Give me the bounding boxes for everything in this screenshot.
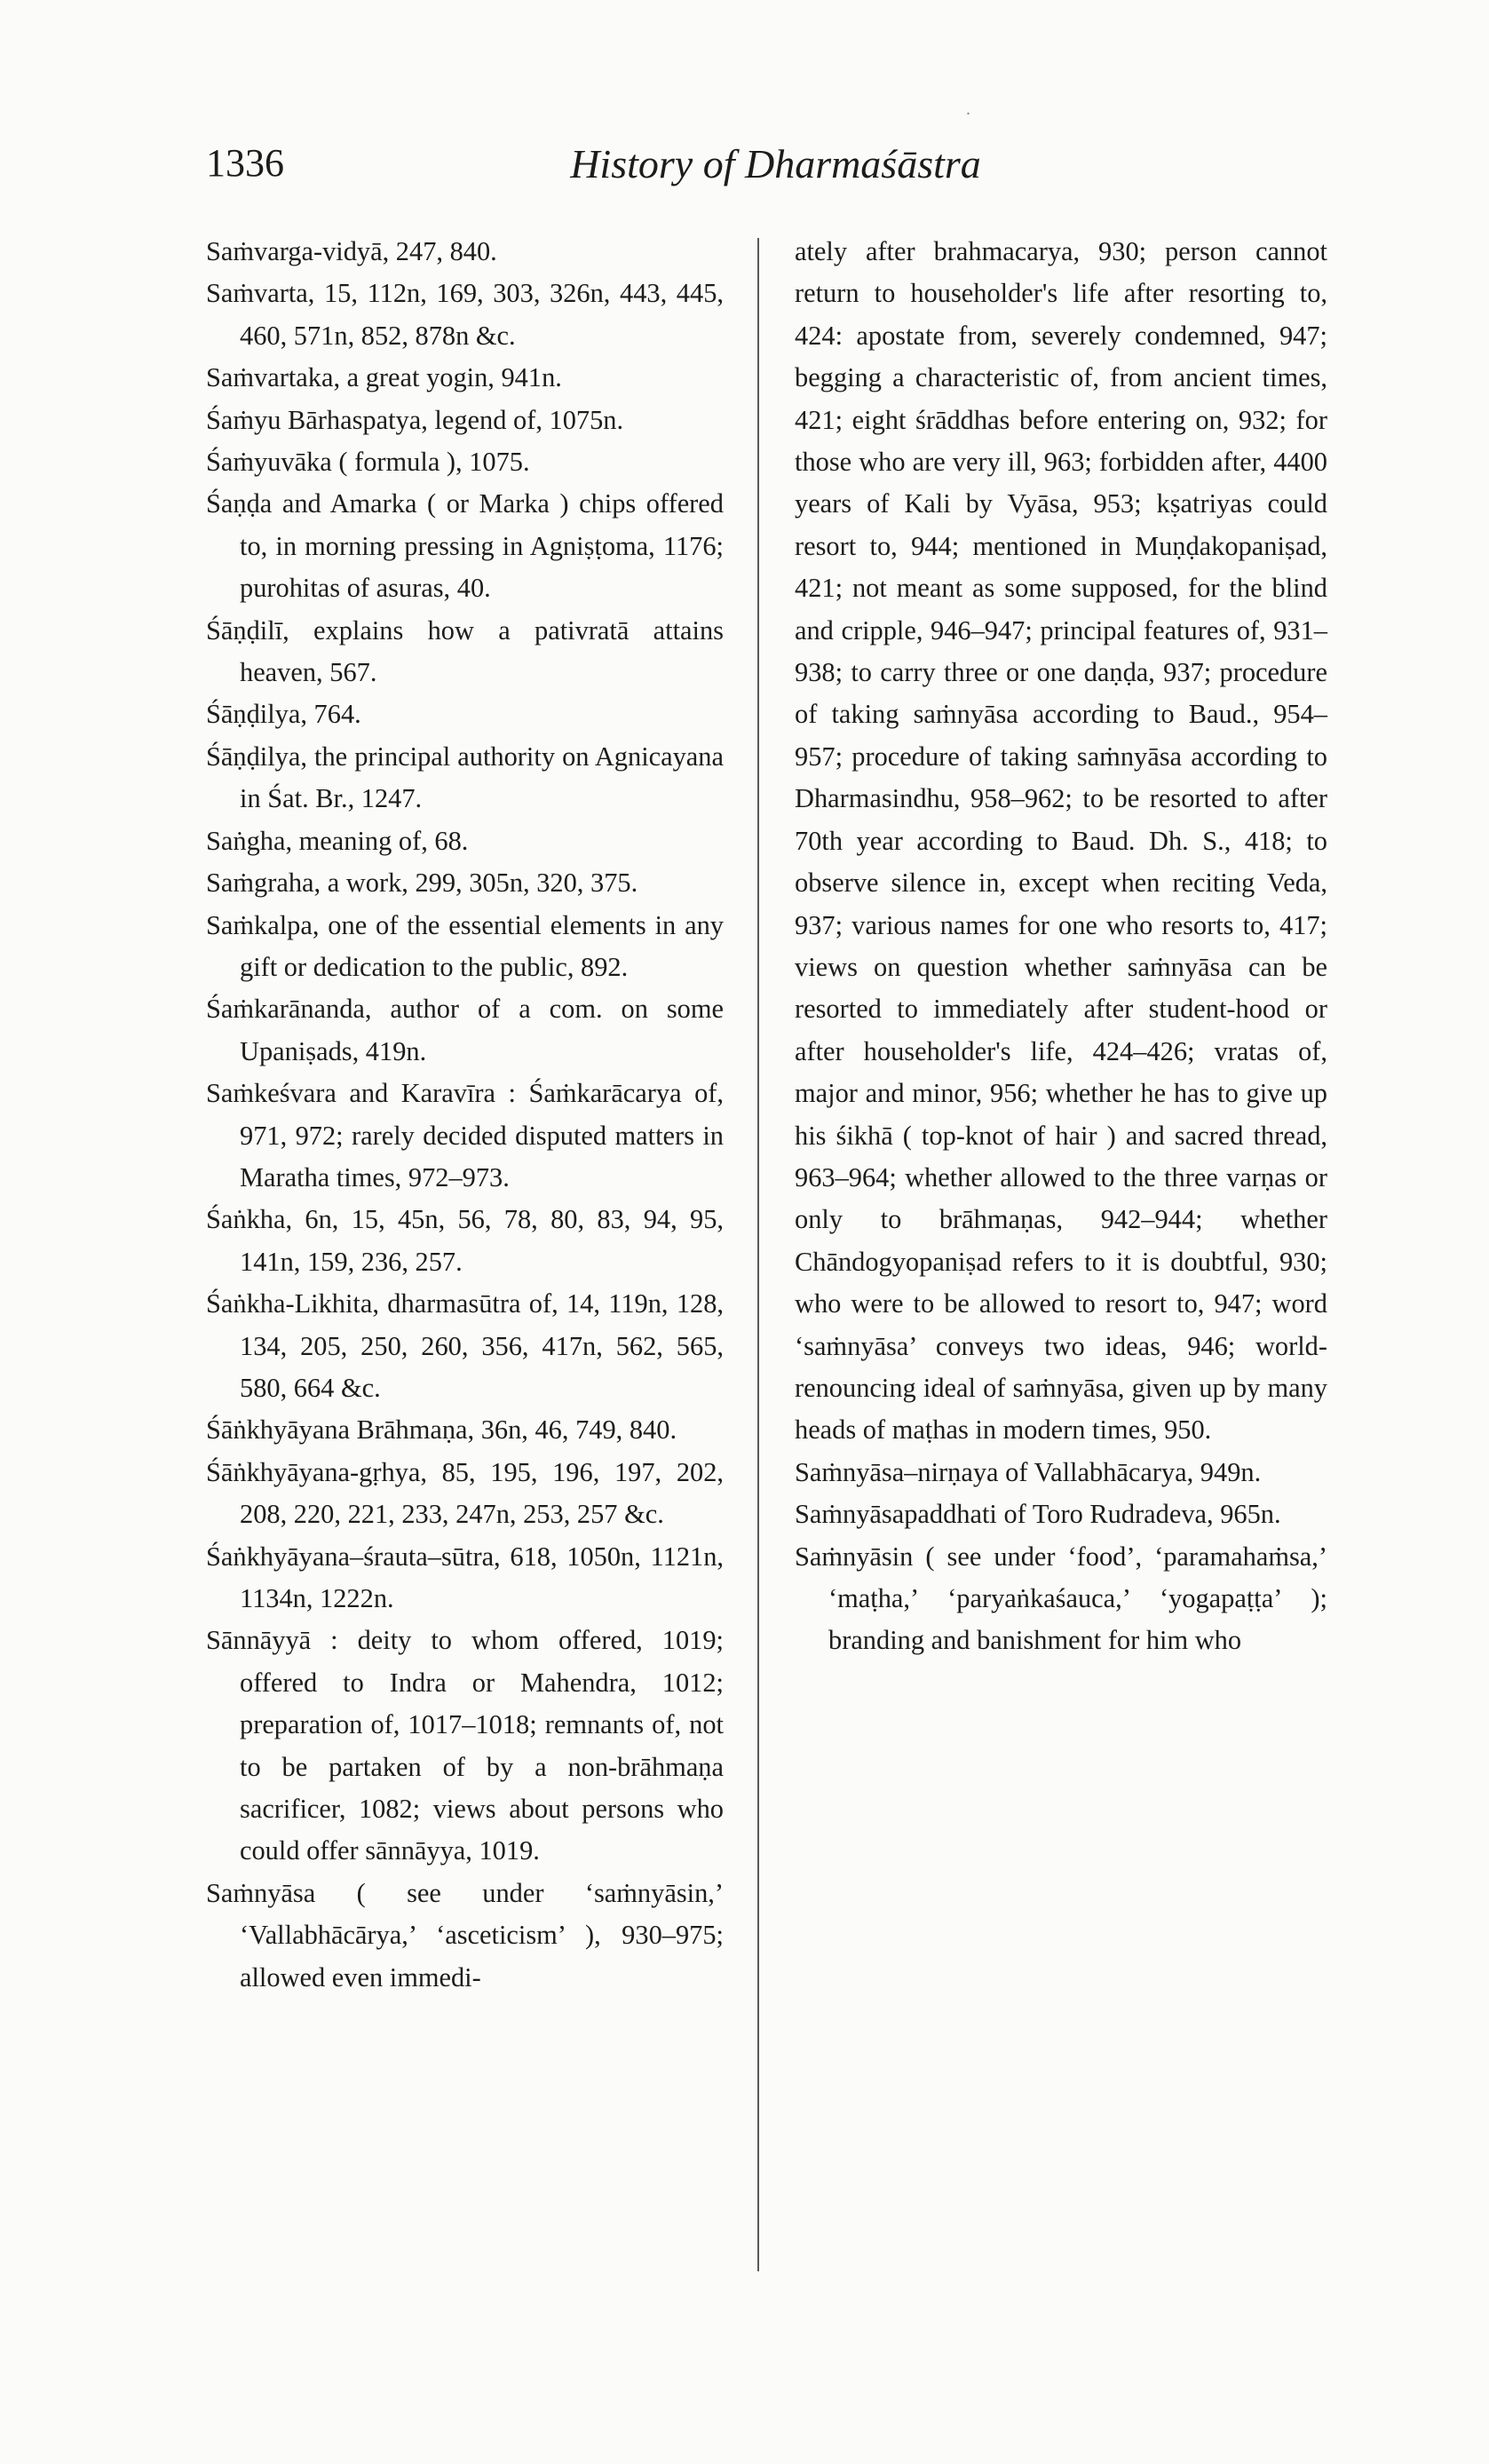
index-entry: Śaṇḍa and Amarka ( or Marka ) chips offered to, in morning pressing in Agniṣṭoma, 1176; purohitas of asuras, 40. bbox=[206, 488, 724, 604]
index-entry: Saṁvarta, 15, 112n, 169, 303, 326n, 443, 445, 460, 571n, 852, 878n &c. bbox=[206, 278, 724, 351]
index-entry-continuation: ately after brahmacarya, 930; person cannot return to householder's life after resorting to, 424: apostate from, severely condemned, 947; begging a characteristic of, from ancient times, 421; eight śrāddhas before entering on, 932; for those who are very ill, 963; forbidden after, 4400 years of Kali by Vyāsa, 953; kṣatriyas could resort to, 944; mentioned in Muṇḍakopaniṣad, 421; not meant as some supposed, for the blind and cripple, 946–947; principal features of, 931–938; to carry three or one daṇḍa, 937; procedure of taking saṁnyāsa according to Baud., 954–957; procedure of taking saṁnyāsa according to Dharmasindhu, 958–962; to be resorted to after 70th year according to Baud. Dh. S., 418; to observe silence in, except when reciting Veda, 937; various names for one who resorts to, 417; views on question whether saṁnyāsa can be resorted to immediately after student-hood or after householder's life, 424–426; vratas of, major and minor, 956; whether he has to give up his śikhā ( top-knot of hair ) and sacred thread, 963–964; whether allowed to the three varṇas or only to brāhmaṇas, 942–944; whether Chāndogyopaniṣad refers to it is doubtful, 930; who were to be allowed to resort to, 947; word ‘saṁnyāsa’ conveys two ideas, 946; world-renouncing ideal of saṁnyāsa, given up by many heads of maṭhas in modern times, 950. bbox=[795, 236, 1327, 1446]
index-entry: Śāṇḍilya, the principal authority on Agnicayana in Śat. Br., 1247. bbox=[206, 741, 724, 814]
column-divider bbox=[757, 238, 759, 2271]
index-entry: Saṁkeśvara and Karavīra : Śaṁkarācarya of, 971, 972; rarely decided disputed matters in Maratha times, 972–973. bbox=[206, 1078, 724, 1192]
index-entry: Saṁvarga-vidyā, 247, 840. bbox=[206, 236, 497, 266]
index-entry: Saṁvartaka, a great yogin, 941n. bbox=[206, 362, 562, 393]
index-entry: Śāṅkhyāyana Brāhmaṇa, 36n, 46, 749, 840. bbox=[206, 1414, 677, 1446]
right-column bbox=[795, 231, 1327, 1662]
index-entry: Saṁnyāsa ( see under ‘saṁnyāsin,’ ‘Vallabhācārya,’ ‘asceticism’ ), 930–975; allowed even immedi- bbox=[206, 1877, 724, 1993]
running-title: History of Dharmaśāstra bbox=[570, 141, 981, 186]
index-entry: Śaṅkhyāyana–śrauta–sūtra, 618, 1050n, 1121n, 1134n, 1222n. bbox=[206, 1541, 724, 1613]
index-entry: Saṁnyāsa–nirṇaya of Vallabhācarya, 949n. bbox=[795, 1456, 1262, 1487]
index-entry: Sānnāyyā : deity to whom offered, 1019; offered to Indra or Mahendra, 1012; preparation of, 1017–1018; remnants of, not to be partaken of by a non-brāhmaṇa sacrificer, 1082; views about persons who could offer sānnāyya, 1019. bbox=[206, 1625, 724, 1866]
index-entry: Saṁnyāsapaddhati of Toro Rudradeva, 965n. bbox=[795, 1499, 1281, 1530]
index-entry: Śaṁyu Bārhaspatya, legend of, 1075n. bbox=[206, 404, 624, 435]
index-entry: Śaṅkha-Likhita, dharmasūtra of, 14, 119n, 128, 134, 205, 250, 260, 356, 417n, 562, 565, 580, 664 &c. bbox=[206, 1288, 724, 1403]
index-entry: Saṁgraha, a work, 299, 305n, 320, 375. bbox=[206, 868, 638, 899]
index-entry: Śāṇḍilya, 764. bbox=[206, 699, 361, 730]
page-number: 1336 bbox=[206, 141, 284, 185]
index-entry: Śaṁyuvāka ( formula ), 1075. bbox=[206, 447, 530, 478]
scan-speck: . bbox=[966, 99, 970, 119]
index-entry: Śāṅkhyāyana-gṛhya, 85, 195, 196, 197, 202, 208, 220, 221, 233, 247n, 253, 257 &c. bbox=[206, 1456, 724, 1530]
index-entry: Śaṅkha, 6n, 15, 45n, 56, 78, 80, 83, 94, 95, 141n, 159, 236, 257. bbox=[206, 1204, 724, 1277]
index-entry: Saṁkalpa, one of the essential elements in any gift or dedication to the public, 892. bbox=[206, 909, 724, 982]
left-column bbox=[206, 231, 724, 1999]
index-entry: Saṅgha, meaning of, 68. bbox=[206, 825, 469, 856]
index-entry: Śāṇḍilī, explains how a pativratā attains heaven, 567. bbox=[206, 614, 724, 688]
page-header bbox=[0, 140, 1489, 194]
index-entry: Śaṁkarānanda, author of a com. on some Upaniṣads, 419n. bbox=[206, 994, 724, 1066]
index-entry: Saṁnyāsin ( see under ‘food’, ‘paramahaṁsa,’ ‘maṭha,’ ‘paryaṅkaśauca,’ ‘yogapaṭṭa’ ); branding and banishment for him who bbox=[795, 1541, 1327, 1656]
